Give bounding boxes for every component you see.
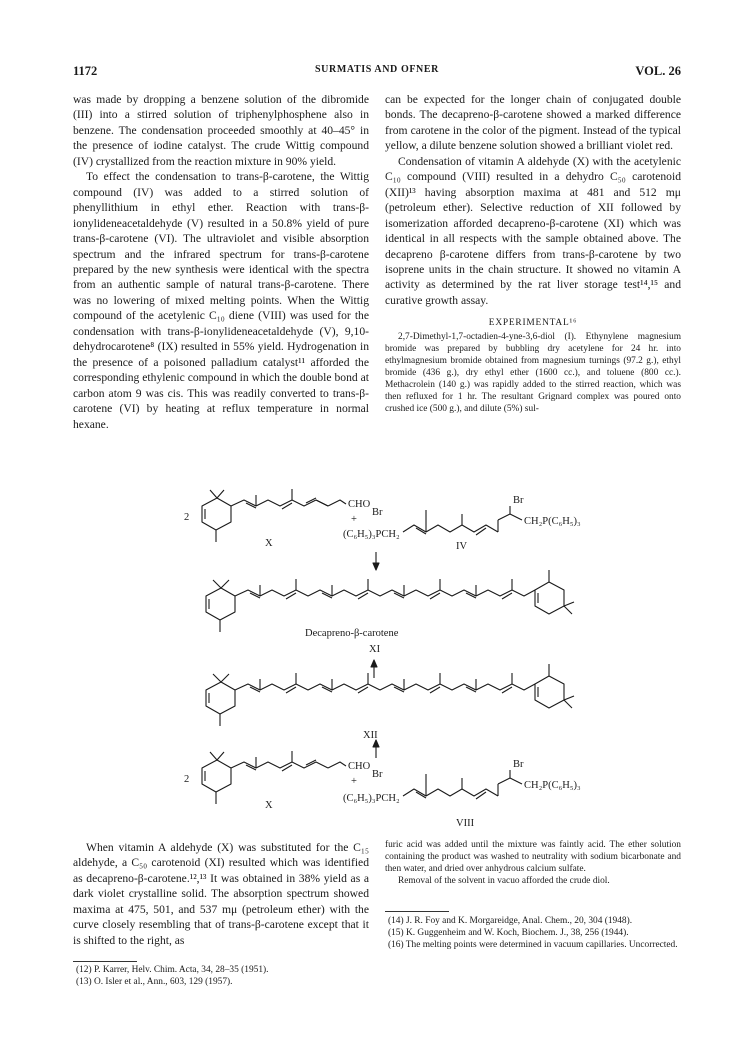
footnote: (15) K. Guggenheim and W. Koch, Biochem. J., 38, 256 (1944). (388, 927, 629, 938)
cho-group-label: CHO (348, 761, 371, 772)
compound-label-xi: XI (369, 644, 381, 655)
bromine-label: Br (513, 495, 524, 506)
vitamin-a-aldehyde-structure-2 (202, 751, 346, 804)
right-column-bottom (385, 840, 681, 888)
footnotes-left (76, 965, 369, 989)
footnote-divider (385, 911, 449, 912)
left-column-bottom (73, 840, 369, 948)
paragraph: Removal of the solvent in vacuo afforded the crude diol. (398, 875, 610, 886)
stoichiometric-coefficient: 2 (184, 774, 190, 785)
vitamin-a-aldehyde-structure (202, 489, 346, 542)
bromine-label: Br (372, 769, 383, 780)
compound-label-iv: IV (456, 541, 468, 552)
paragraph: furic acid was added until the mixture was faintly acid. The ether solution containing the product was washed to neutrality with sodium bicarbonate and then water, and dried over anhydrous calcium sulfate. (385, 840, 681, 874)
phosphonium-group-label: CH₂P(C₆H₅)₃ (524, 516, 581, 527)
footnote-divider (73, 961, 137, 962)
decapreno-carotene-structure (206, 570, 574, 632)
cho-group-label: CHO (348, 499, 371, 510)
footnote: (16) The melting points were determined in vacuum capillaries. Uncorrected. (388, 939, 678, 950)
paragraph: Condensation of vitamin A aldehyde (X) with the acetylenic C₁₀ compound (VIII) resulted in a dehydro C₅₀ carotenoid (XII)¹³ having absorption maxima at 481 and 512 mμ (petroleum ether). Selective reduction of XII followed by isomerization afforded decapreno-β-carotene (XI) which was identical in all respects with the sample obtained above. The decapreno β-carotene differs from trans-β-carotene by two isoprene units in the chain structure. It showed no vitamin A activity as determined by the rat liver storage test¹⁴,¹⁵ and curative growth assay. (385, 154, 681, 307)
volume-label: VOL. 26 (635, 64, 681, 78)
c10-wittig-compound-iv (403, 506, 522, 535)
paragraph: When vitamin A aldehyde (X) was substituted for the C₁₅ aldehyde, a C₅₀ carotenoid (XI) resulted which was identified as decapreno-β-carotene.¹²,¹³ It was obtained in 38% yield as a dark violet crystalline solid. The absorption spectrum showed maxima at 475, 501, and 537 mμ (petroleum ether) with the curve closely resembling that of trans-β-carotene except that it is shifted to the right, as (73, 841, 369, 947)
paragraph: To effect the condensation to trans-β-carotene, the Wittig compound (IV) was added to a stirred solution of phenyllithium in ethyl ether. Reaction with trans-β-ionylideneacetaldehyde (V) resulted in a 50.8% yield of pure trans-β-carotene (VI). The ultraviolet and visible absorption spectrum and the infrared spectrum for trans-β-carotene prepared by the new synthesis were identical with the spectra from an authentic sample of natural trans-β-carotene. There was no lowering of mixed melting points. When the Wittig compound of the acetylenic C₁₀ diene (VIII) was used for the condensation with trans-β-ionylideneacetaldehyde (V), 9,10-dehydrocarotene⁸ (IX) resulted in 55% yield. Hydrogenation in the presence of a poisoned palladium catalyst¹¹ afforded the corresponding ethylenic compound in which the double bond at carbon atom 9 was cis. This was readily converted to trans-β-carotene (VI) by heating at reflux temperature in normal hexane. (73, 170, 369, 431)
dehydro-c50-carotenoid-structure (206, 664, 574, 726)
compound-label-viii: VIII (456, 818, 475, 829)
stoichiometric-coefficient: 2 (184, 512, 190, 523)
footnote: (13) O. Isler et al., Ann., 603, 129 (1957). (76, 976, 233, 987)
bromine-label: Br (513, 759, 524, 770)
footnote: (12) P. Karrer, Helv. Chim. Acta, 34, 28–35 (1951). (76, 965, 269, 975)
paragraph: 2,7-Dimethyl-1,7-octadien-4-yne-3,6-diol (I). Ethynylene magnesium bromide was prepared by bubbling dry acetylene for 24 hr. into ethylmagnesium bromide obtained from magnesium turnings (97.2 g.), ethyl bromide (436 g.), dry ethyl ether (1600 cc.), and toluene (800 cc.). Methacrolein (140 g.) was rapidly added to the stirred reaction, which was then refluxed for 1 hr. The resultant Grignard complex was poured onto crushed ice (500 g.), and dilute (5%) sul- (385, 332, 681, 414)
bromine-label: Br (372, 507, 383, 518)
compound-name-decapreno-carotene: Decapreno-β-carotene (305, 628, 399, 639)
running-title: SURMATIS AND OFNER (315, 64, 439, 75)
phosphonium-group-label: CH₂P(C₆H₅)₃ (524, 780, 581, 791)
compound-label-x: X (265, 800, 273, 811)
paragraph: can be expected for the longer chain of conjugated double bonds. The decapreno-β-carotene showed a marked difference from carotene in the color of the pigment. Instead of the typical yellow, a dilute benzene solution showed a brilliant violet red. (385, 93, 681, 153)
paragraph: was made by dropping a benzene solution of the dibromide (III) into a stirred solution of triphenylphosphene also in benzene. The condensation proceeded smoothly at 40–45° in the presence of iodine catalyst. The crude Wittig compound (IV) crystallized from the reaction mixture in 90% yield. (73, 93, 369, 168)
phosphonium-group-label: (C₆H₅)₃PCH₂ (343, 793, 400, 804)
footnote: (14) J. R. Foy and K. Morgareidge, Anal. Chem., 20, 304 (1948). (388, 916, 633, 926)
phosphonium-group-label: (C₆H₅)₃PCH₂ (343, 529, 400, 540)
compound-label-x: X (265, 538, 273, 549)
plus-sign: + (351, 776, 357, 787)
page-number: 1172 (73, 64, 98, 78)
plus-sign: + (351, 514, 357, 525)
c10-diene-compound-viii (403, 770, 522, 799)
section-heading: EXPERIMENTAL¹⁶ (488, 318, 578, 329)
footnotes-right (388, 916, 681, 952)
compound-label-xii: XII (363, 730, 378, 741)
